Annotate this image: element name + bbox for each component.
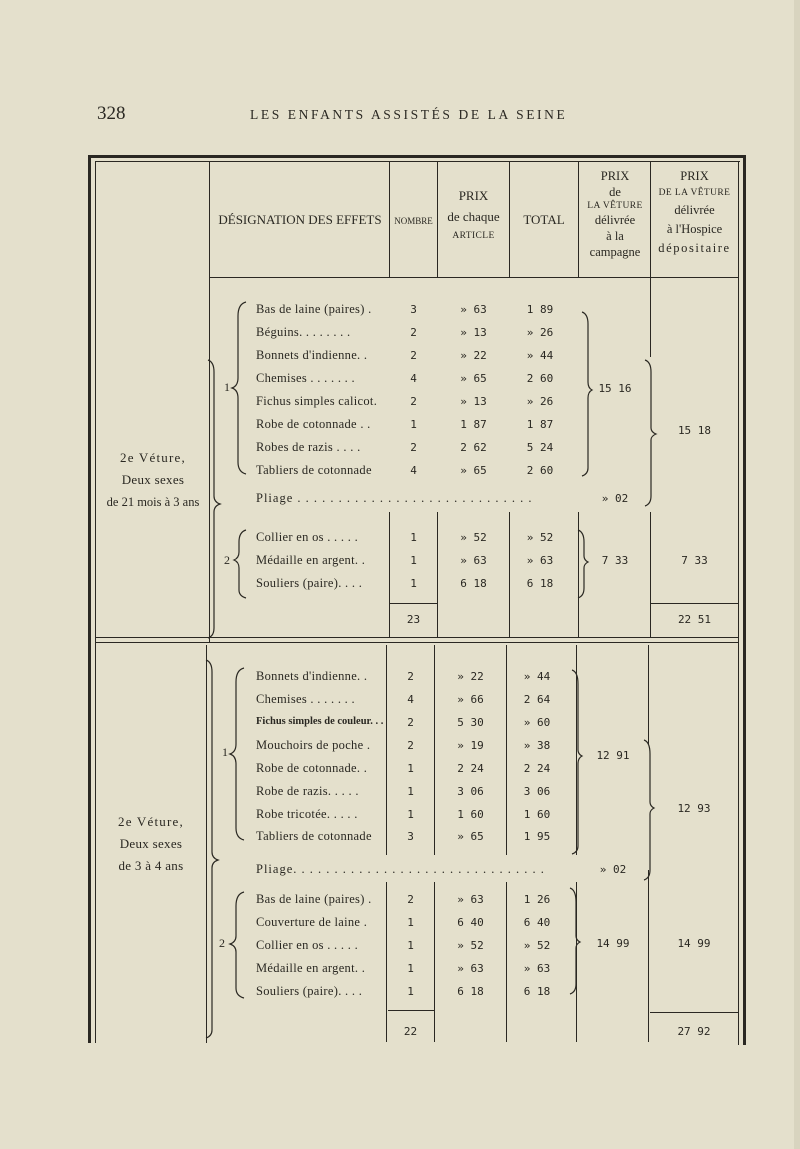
section-2-pliage-value: » 02 [599, 863, 627, 876]
header-campagne-line-1: PRIX [600, 169, 630, 183]
item-name: Collier en os . . . . . [256, 938, 359, 952]
header-total: TOTAL [523, 212, 565, 227]
section-1-label-line-1: 2e Véture, [120, 450, 186, 465]
item-prix: » 63 [460, 303, 487, 316]
item-name: Souliers (paire). . . . [256, 984, 363, 998]
section-2-pliage: Pliage. . . . . . . . . . . . . . . . . . . . . . . . . . . . . . . [256, 862, 545, 876]
item-prix: 6 18 [460, 577, 487, 590]
section-1-label-line-2: Deux sexes [121, 472, 185, 487]
item-prix: 3 06 [457, 785, 484, 798]
item-total: 1 87 [526, 418, 554, 431]
section-1-group-1-hospice: 15 18 [677, 424, 712, 437]
item-nombre: 1 [407, 939, 414, 952]
section-2-total-nombre: 22 [403, 1025, 418, 1038]
item-total: 1 95 [523, 830, 551, 843]
item-nombre: 4 [410, 372, 417, 385]
header-campagne-line-5: à la [606, 229, 624, 244]
brace-s2-g1 [230, 668, 244, 840]
item-total: 6 18 [523, 985, 551, 998]
header-campagne-line-6: campagne [589, 245, 641, 260]
brace-s1-g2 [234, 530, 246, 598]
item-name: Robe tricotée. . . . . [256, 807, 358, 821]
item-total: 2 24 [523, 762, 551, 775]
section-2-label-line-3: de 3 à 4 ans [118, 858, 184, 873]
header-hospice-line-3: délivrée [674, 203, 715, 218]
item-name: Fichus simples de couleur. . . [256, 716, 384, 727]
item-prix: » 13 [460, 395, 487, 408]
item-prix: » 66 [457, 693, 484, 706]
item-total: » 44 [526, 349, 554, 362]
item-nombre: 2 [410, 441, 417, 454]
item-name: Collier en os . . . . . [256, 530, 359, 544]
item-name: Chemises . . . . . . . [256, 692, 355, 706]
section-2-label-line-2: Deux sexes [119, 836, 183, 851]
item-total: 5 24 [526, 441, 554, 454]
item-name: Bonnets d'indienne. . [256, 348, 368, 362]
item-name: Fichus simples calicot. [256, 394, 378, 408]
brace-s2-g1-campagne [572, 670, 582, 854]
section-2-group-2-hospice: 14 99 [677, 937, 711, 950]
brace-s1-hospice [645, 360, 656, 506]
brace-s1-label [208, 360, 220, 638]
brace-s2-g2-campagne [570, 888, 580, 994]
section-1-group-2-campagne: 7 33 [601, 554, 629, 567]
item-nombre: 2 [407, 670, 414, 683]
item-name: Médaille en argent. . [256, 553, 366, 567]
item-nombre: 1 [407, 916, 414, 929]
header-prix-article-line-2: de chaque [447, 208, 500, 224]
header-hospice-line-1: PRIX [680, 169, 709, 183]
item-total: » 63 [526, 554, 554, 567]
item-prix: 2 24 [457, 762, 484, 775]
item-prix: » 63 [460, 554, 487, 567]
item-nombre: 1 [407, 762, 414, 775]
item-prix: » 52 [460, 531, 487, 544]
item-prix: 5 30 [457, 716, 484, 729]
item-nombre: 3 [407, 830, 414, 843]
section-2-group-1-campagne: 12 91 [596, 749, 630, 762]
section-2-group-2-campagne: 14 99 [596, 937, 630, 950]
header-hospice-line-4: à l'Hospice [666, 222, 723, 237]
item-total: 2 60 [526, 464, 554, 477]
brace-s2-hospice [644, 740, 654, 880]
item-nombre: 1 [410, 577, 417, 590]
item-total: » 26 [526, 326, 554, 339]
section-1-label-line-3: de 21 mois à 3 ans [106, 495, 200, 509]
item-name: Chemises . . . . . . . [256, 371, 355, 385]
item-total: » 38 [523, 739, 551, 752]
item-nombre: 1 [407, 785, 414, 798]
item-name: Couverture de laine . [256, 915, 368, 929]
item-nombre: 4 [407, 693, 414, 706]
item-total: 1 26 [523, 893, 551, 906]
item-name: Béguins. . . . . . . . [256, 325, 351, 339]
item-name: Robe de cotonnade . . [256, 417, 371, 431]
item-prix: » 22 [460, 349, 487, 362]
item-total: 2 60 [526, 372, 554, 385]
item-total: » 63 [523, 962, 551, 975]
page-number: 328 [97, 103, 126, 124]
item-name: Robe de razis. . . . . [256, 784, 359, 798]
header-campagne-line-2: de [609, 185, 621, 199]
brace-s1-g2-campagne [578, 530, 588, 598]
item-name: Médaille en argent. . [256, 961, 366, 975]
section-2-group-1-hospice: 12 93 [677, 802, 711, 815]
item-prix: » 63 [457, 962, 484, 975]
item-name: Tabliers de cotonnade [256, 829, 372, 843]
brace-s1-g1-campagne [582, 312, 592, 476]
item-total: 2 64 [523, 693, 551, 706]
item-total: 6 40 [523, 916, 551, 929]
section-1-total-nombre: 23 [406, 613, 421, 626]
item-name: Bas de laine (paires) . [256, 892, 372, 906]
item-prix: » 63 [457, 893, 484, 906]
item-total: » 26 [526, 395, 554, 408]
item-nombre: 1 [410, 531, 417, 544]
item-prix: » 65 [460, 372, 487, 385]
item-name: Tabliers de cotonnade [256, 463, 372, 477]
item-total: 3 06 [523, 785, 551, 798]
header-nombre: NOMBRE [394, 216, 433, 226]
section-2-total-hospice: 27 92 [677, 1025, 711, 1038]
item-nombre: 1 [407, 808, 414, 821]
item-nombre: 4 [410, 464, 417, 477]
item-name: Robe de cotonnade. . [256, 761, 368, 775]
item-nombre: 2 [407, 739, 414, 752]
item-prix: 6 40 [457, 916, 484, 929]
item-total: » 52 [526, 531, 554, 544]
item-total: » 60 [523, 716, 551, 729]
section-1-group-2-marker: 2 [224, 553, 230, 567]
item-total: 1 89 [526, 303, 554, 316]
header-hospice-line-5: dépositaire [658, 241, 731, 256]
item-nombre: 2 [410, 395, 417, 408]
item-nombre: 2 [407, 716, 414, 729]
running-head: LES ENFANTS ASSISTÉS DE LA SEINE [250, 107, 568, 122]
item-nombre: 2 [407, 893, 414, 906]
item-prix: » 65 [457, 830, 484, 843]
item-nombre: 1 [410, 554, 417, 567]
header-hospice-line-2: DE LA VÊTURE [658, 188, 731, 198]
item-prix: » 13 [460, 326, 487, 339]
item-prix: » 22 [457, 670, 484, 683]
item-prix: 2 62 [460, 441, 487, 454]
item-name: Bas de laine (paires) . [256, 302, 372, 316]
section-2-group-2-marker: 2 [219, 936, 225, 950]
item-name: Robes de razis . . . . [256, 440, 361, 454]
item-name: Bonnets d'indienne. . [256, 669, 368, 683]
item-prix: 1 60 [457, 808, 484, 821]
section-1-group-2-hospice: 7 33 [681, 554, 708, 567]
header-prix-article-line-1: PRIX [458, 188, 489, 203]
item-nombre: 2 [410, 349, 417, 362]
section-1-pliage: Pliage . . . . . . . . . . . . . . . . . . . . . . . . . . . . . [256, 491, 533, 505]
section-1-group-1-marker: 1 [224, 380, 230, 394]
item-total: » 52 [523, 939, 551, 952]
item-name: Souliers (paire). . . . [256, 576, 363, 590]
item-nombre: 3 [410, 303, 417, 316]
item-prix: » 65 [460, 464, 487, 477]
section-2-group-1-marker: 1 [222, 745, 228, 759]
brace-s1-g1 [232, 302, 246, 474]
header-campagne-line-4: délivrée [594, 213, 636, 228]
header-prix-article-line-3: ARTICLE [452, 231, 495, 242]
item-nombre: 1 [407, 985, 414, 998]
header-campagne-line-3: LA VÊTURE [587, 201, 643, 211]
section-2-label-line-1: 2e Véture, [118, 814, 184, 829]
pliage-label: Pliage [256, 491, 294, 505]
item-prix: » 52 [457, 939, 484, 952]
pliage-label: Pliage [256, 862, 294, 876]
item-nombre: 1 [407, 962, 414, 975]
item-prix: 1 87 [460, 418, 487, 431]
item-nombre: 1 [410, 418, 417, 431]
item-prix: 6 18 [457, 985, 484, 998]
section-1-group-1-campagne: 15 16 [598, 382, 632, 395]
item-nombre: 2 [410, 326, 417, 339]
header-designation: DÉSIGNATION DES EFFETS [218, 212, 382, 227]
section-1-total-hospice: 22 51 [677, 613, 712, 626]
item-prix: » 19 [457, 739, 484, 752]
item-total: 1 60 [523, 808, 551, 821]
brace-s2-g2 [230, 892, 244, 998]
item-total: 6 18 [526, 577, 554, 590]
section-1-pliage-value: » 02 [601, 492, 629, 505]
item-total: » 44 [523, 670, 551, 683]
brace-s2-label [206, 660, 218, 1038]
item-name: Mouchoirs de poche . [256, 738, 371, 752]
